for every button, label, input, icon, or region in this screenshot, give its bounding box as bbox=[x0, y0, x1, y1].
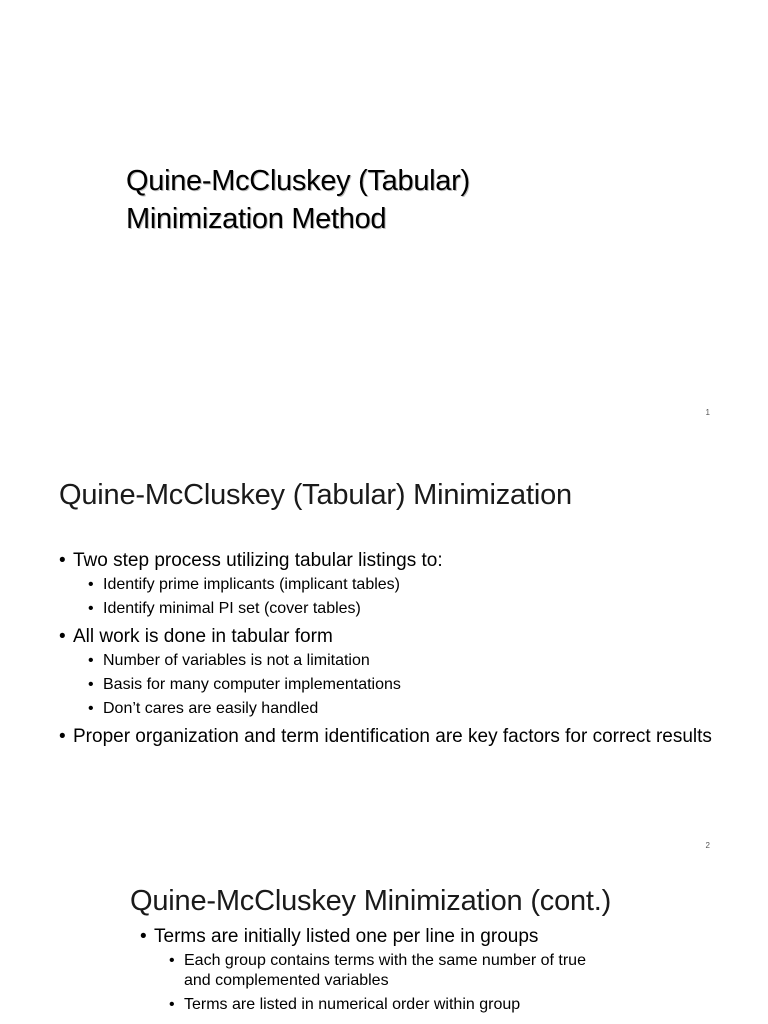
sub-bullet-item: • Number of variables is not a limitation bbox=[88, 651, 719, 671]
bullet-text: Terms are initially listed one per line in groups bbox=[154, 926, 539, 947]
sub-bullet-item: • Each group contains terms with the same number of true and complemented variables bbox=[169, 951, 604, 991]
sub-bullet-item: • Basis for many computer implementations bbox=[88, 675, 719, 695]
slide-2-title: Quine-McCluskey (Tabular) Minimization bbox=[59, 479, 572, 511]
bullet-item bbox=[140, 925, 610, 1015]
slide-3-body bbox=[140, 925, 610, 1015]
slide-2-number: 2 bbox=[705, 841, 710, 850]
bullet-item bbox=[59, 625, 719, 719]
bullet-text: Two step process utilizing tabular listings to: bbox=[73, 550, 443, 571]
sub-bullet-item: • Don’t cares are easily handled bbox=[88, 699, 719, 719]
bullet-text: All work is done in tabular form bbox=[73, 626, 333, 647]
sub-bullet-item: • Terms are listed in numerical order within group bbox=[169, 995, 610, 1015]
slide-3 bbox=[0, 864, 768, 1024]
slide-1-number: 1 bbox=[705, 408, 710, 417]
bullet-item bbox=[59, 549, 719, 619]
slide-1 bbox=[0, 0, 768, 432]
bullet-item bbox=[59, 725, 719, 749]
bullet-text: Proper organization and term identification are key factors for correct results bbox=[73, 726, 712, 747]
slide-2-body bbox=[59, 549, 719, 749]
slide-1-title-line-1: Quine-McCluskey (Tabular) bbox=[126, 165, 470, 197]
sub-bullet-item: • Identify minimal PI set (cover tables) bbox=[88, 599, 719, 619]
slide-3-title: Quine-McCluskey Minimization (cont.) bbox=[130, 885, 612, 917]
sub-bullet-item: • Identify prime implicants (implicant tables) bbox=[88, 575, 719, 595]
slide-2 bbox=[0, 432, 768, 864]
slide-1-title bbox=[126, 162, 470, 238]
slide-1-title-line-2: Minimization Method bbox=[126, 203, 387, 235]
